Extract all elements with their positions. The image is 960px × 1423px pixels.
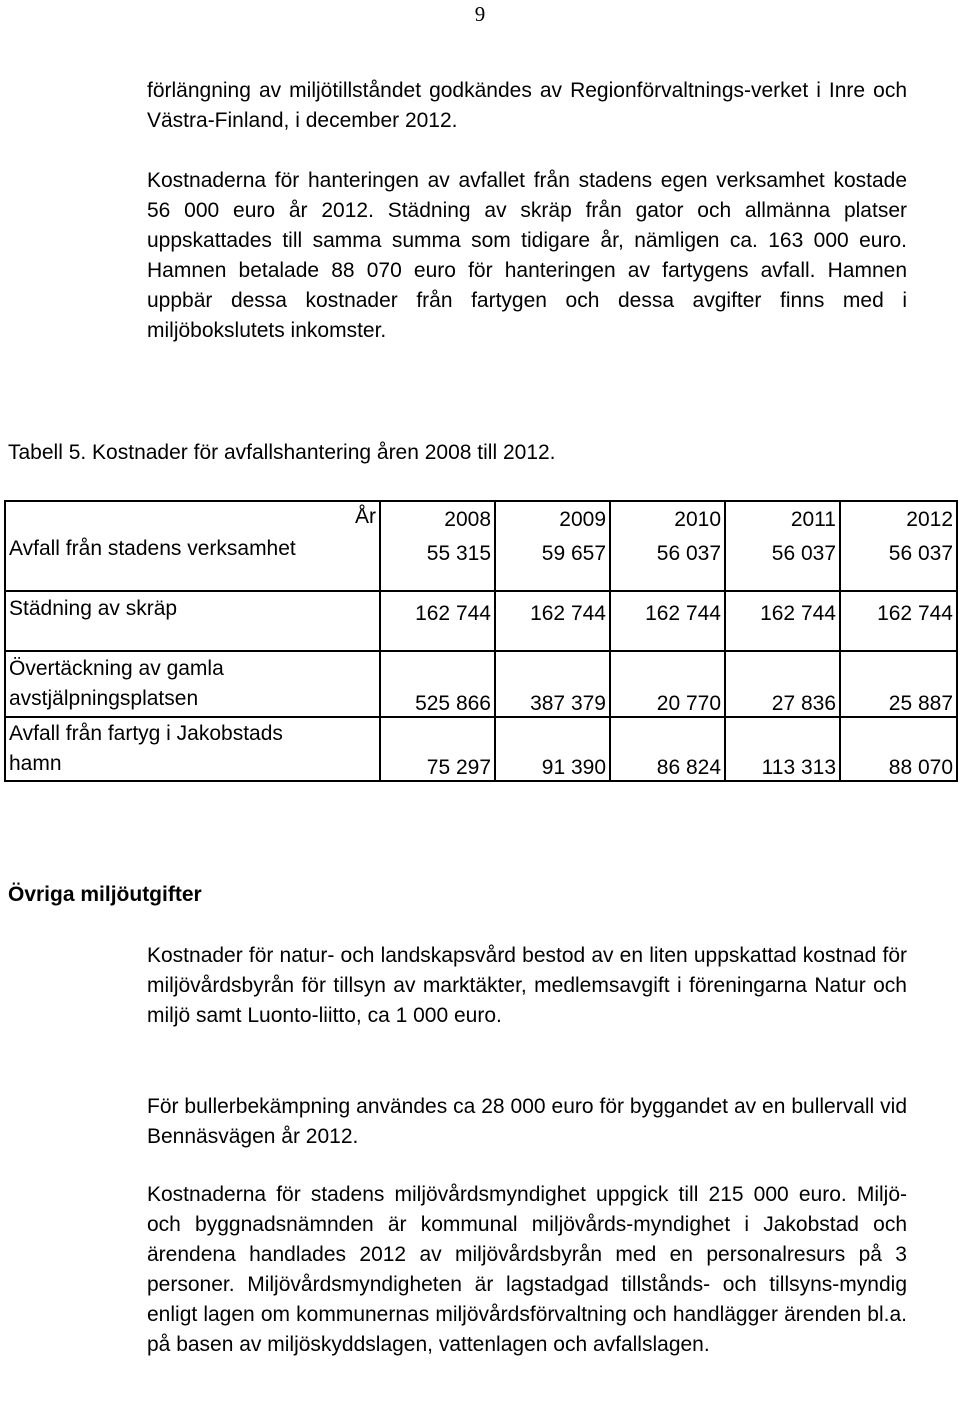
table-cell: 525 866 [380, 651, 495, 717]
table-cell: 56 037 [840, 532, 957, 566]
row-label-line: Övertäckning av gamla [9, 657, 224, 680]
table-cell: 113 313 [725, 717, 840, 781]
table-cell: 25 887 [840, 651, 957, 717]
row-label-line: Avfall från fartyg i Jakobstads [9, 722, 283, 745]
table-cell: 56 037 [725, 532, 840, 566]
table-cell: 20 770 [610, 651, 725, 717]
table-cell: 162 744 [725, 591, 840, 626]
table-cell: 162 744 [610, 591, 725, 626]
year-header: 2009 [495, 501, 610, 532]
table-cell: 27 836 [725, 651, 840, 717]
year-header: 2008 [380, 501, 495, 532]
paragraph-waste-costs: Kostnaderna för hanteringen av avfallet från stadens egen verksamhet kostade 56 000 euro år 2012. Städning av skräp från gator och allmänna platser uppskattades till samma summa som tidigare år, nämligen ca. 163 000 euro. Hamnen betalade 88 070 euro för hanteringen av fartygens avfall. Hamnen uppbär dessa kostnader från fartygen och dessa avgifter finns med i miljöbokslutets inkomster. [147, 169, 907, 342]
table-cell: 162 744 [380, 591, 495, 626]
table-header-row [5, 501, 957, 532]
paragraph-nature-care: Kostnader för natur- och landskapsvård bestod av en liten uppskattad kostnad för miljövårdsbyrån för tillsyn av marktäkter, medlemsavgift i föreningarna Natur och miljö samt Luonto-liitto, ca 1 000 euro. [147, 944, 907, 1027]
table-cell: 162 744 [840, 591, 957, 626]
table-cell: 55 315 [380, 532, 495, 566]
table-caption: Tabell 5. Kostnader för avfallshantering åren 2008 till 2012. [8, 441, 556, 464]
table-cell: 88 070 [840, 717, 957, 781]
row-label [5, 651, 380, 717]
table-row [5, 591, 957, 626]
table-cell: 91 390 [495, 717, 610, 781]
year-header: 2011 [725, 501, 840, 532]
table-cell: 59 657 [495, 532, 610, 566]
paragraph-authority-costs: Kostnaderna för stadens miljövårdsmyndighet uppgick till 215 000 euro. Miljö- och byggnadsnämnden är kommunal miljövårds-myndighet i Jakobstad och ärendena handlades 2012 av miljövårdsbyrån med en personalresurs på 3 personer. Miljövårdsmyndigheten är lagstadgad tillstånds- och tillsyns-myndig enligt lagen om kommunernas miljövårdsförvaltning och handlägger ärenden bl.a. på basen av miljöskyddslagen, vattenlagen och avfallslagen. [147, 1183, 907, 1356]
section-heading: Övriga miljöutgifter [8, 883, 202, 906]
row-label-line: avstjälpningsplatsen [9, 687, 199, 710]
page-number: 9 [474, 2, 486, 26]
table-spacer-row [5, 626, 957, 651]
table-row [5, 532, 957, 566]
table-cell: 387 379 [495, 651, 610, 717]
year-header: 2012 [840, 501, 957, 532]
table-row [5, 717, 957, 781]
paragraph-permit-extension: förlängning av miljötillståndet godkändes av Regionförvaltnings-verket i Inre och Västra-Finland, i december 2012. [147, 79, 907, 132]
year-header: 2010 [610, 501, 725, 532]
year-label: År [5, 501, 380, 532]
table-cell: 75 297 [380, 717, 495, 781]
paragraph-noise-abatement: För bullerbekämpning användes ca 28 000 euro för byggandet av en bullervall vid Bennäsvägen år 2012. [147, 1095, 907, 1148]
table-spacer-row [5, 566, 957, 591]
table-cell: 56 037 [610, 532, 725, 566]
row-label [5, 717, 380, 781]
table-cell: 86 824 [610, 717, 725, 781]
table-row [5, 651, 957, 717]
row-label-line: hamn [9, 752, 62, 775]
row-label: Städning av skräp [5, 591, 380, 626]
table-cell: 162 744 [495, 591, 610, 626]
row-label: Avfall från stadens verksamhet [5, 532, 380, 566]
waste-cost-table [4, 500, 958, 782]
